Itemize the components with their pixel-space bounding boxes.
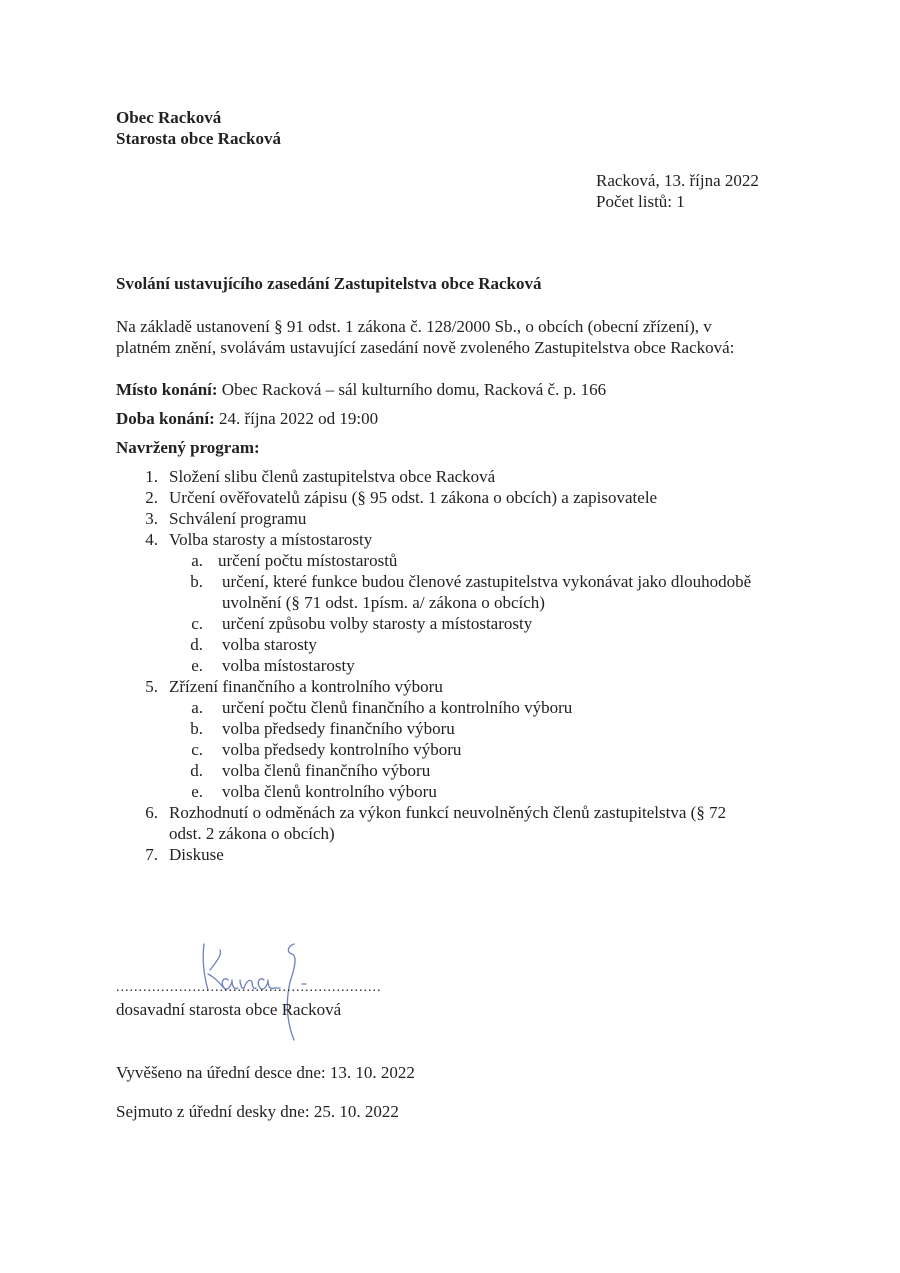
- program-label: Navržený program:: [116, 438, 260, 457]
- item-number: 5.: [145, 677, 158, 696]
- subitem-text: určení počtu místostarostů: [218, 551, 398, 570]
- time-label: Doba konání:: [116, 409, 215, 428]
- signature-line: ...........................................................: [116, 980, 382, 995]
- subitem-text: volba starosty: [222, 635, 317, 654]
- item-text: Zřízení finančního a kontrolního výboru: [169, 677, 443, 696]
- sheet-count: Počet listů: 1: [596, 192, 685, 211]
- item-text: Diskuse: [169, 845, 224, 864]
- subitem-text: určení, které funkce budou členové zastupitelstva vykonávat jako dlouhodobě: [222, 572, 752, 591]
- subitem-text: volba předsedy finančního výboru: [222, 719, 455, 738]
- item-text: Určení ověřovatelů zápisu (§ 95 odst. 1 zákona o obcích) a zapisovatele: [169, 488, 658, 507]
- subitem-letter: b.: [190, 719, 203, 738]
- place-date: Racková, 13. října 2022: [596, 171, 759, 190]
- posted-date: Vyvěšeno na úřední desce dne: 13. 10. 2022: [116, 1063, 415, 1082]
- item-text: Složení slibu členů zastupitelstva obce Racková: [169, 467, 496, 486]
- item-number: 7.: [145, 845, 158, 864]
- signatory-role: dosavadní starosta obce Racková: [116, 1000, 342, 1019]
- subitem-text: volba předsedy kontrolního výboru: [222, 740, 462, 759]
- removed-date: Sejmuto z úřední desky dne: 25. 10. 2022: [116, 1102, 399, 1121]
- subitem-text: volba členů kontrolního výboru: [222, 782, 437, 801]
- subitem-letter: d.: [190, 761, 203, 780]
- item-number: 4.: [145, 530, 158, 549]
- subitem-text: volba místostarosty: [222, 656, 355, 675]
- municipality-name: Obec Racková: [116, 108, 222, 127]
- intro-line-1: Na základě ustanovení § 91 odst. 1 zákona č. 128/2000 Sb., o obcích (obecní zřízení), v: [116, 317, 712, 336]
- subitem-letter: a.: [191, 551, 203, 570]
- subitem-text: volba členů finančního výboru: [222, 761, 431, 780]
- venue-row: [116, 380, 606, 400]
- venue-value: Obec Racková – sál kulturního domu, Racková č. p. 166: [217, 380, 607, 399]
- subitem-text: určení způsobu volby starosty a místostarosty: [222, 614, 533, 633]
- subitem-letter: d.: [190, 635, 203, 654]
- time-value: 24. října 2022 od 19:00: [214, 409, 379, 428]
- item-number: 3.: [145, 509, 158, 528]
- item-number: 2.: [145, 488, 158, 507]
- venue-label: Místo konání:: [116, 380, 218, 399]
- document-title: Svolání ustavujícího zasedání Zastupitelstva obce Racková: [116, 274, 542, 293]
- item-text: Schválení programu: [169, 509, 307, 528]
- subitem-letter: c.: [191, 614, 203, 633]
- program-subitem-continuation: uvolnění (§ 71 odst. 1písm. a/ zákona o obcích): [222, 593, 545, 612]
- intro-line-2: platném znění, svolávám ustavující zasedání nově zvoleného Zastupitelstva obce Racková:: [116, 338, 735, 357]
- mayor-title: Starosta obce Racková: [116, 129, 281, 148]
- item-text: Rozhodnutí o odměnách za výkon funkcí neuvolněných členů zastupitelstva (§ 72: [169, 803, 727, 822]
- subitem-letter: a.: [191, 698, 203, 717]
- time-row: [116, 409, 378, 429]
- subitem-letter: e.: [191, 782, 203, 801]
- item-number: 6.: [145, 803, 158, 822]
- subitem-text: určení počtu členů finančního a kontrolního výboru: [222, 698, 573, 717]
- program-item-continuation: odst. 2 zákona o obcích): [169, 824, 335, 843]
- subitem-letter: b.: [190, 572, 203, 591]
- item-text: Volba starosty a místostarosty: [169, 530, 373, 549]
- subitem-letter: c.: [191, 740, 203, 759]
- item-number: 1.: [145, 467, 158, 486]
- subitem-letter: e.: [191, 656, 203, 675]
